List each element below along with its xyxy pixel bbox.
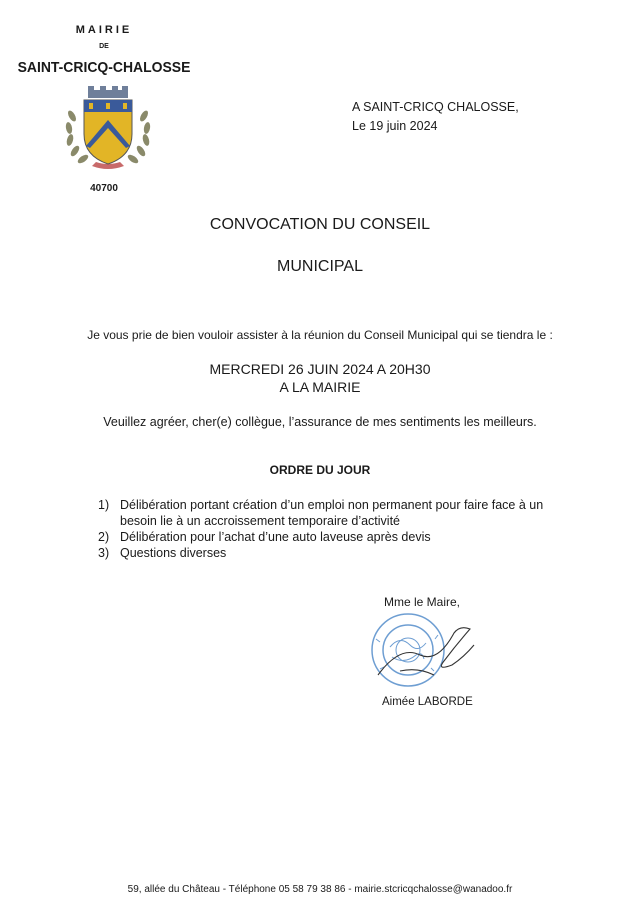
intro-paragraph: Je vous prie de bien vouloir assister à la réunion du Conseil Municipal qui se tiendra le :	[87, 328, 553, 342]
official-stamp-and-signature	[360, 605, 480, 695]
agenda-item-text: Délibération portant création d’un emploi non permanent pour faire face à un besoin lie à un accroissement temporaire d’activité	[120, 498, 544, 528]
agenda-item-text: Questions diverses	[120, 546, 227, 560]
header-de: DE	[99, 43, 109, 50]
document-title-line2: MUNICIPAL	[277, 258, 363, 275]
header-postcode: 40700	[90, 183, 118, 194]
date-line: Le 19 juin 2024	[352, 119, 438, 133]
header-mairie: MAIRIE	[75, 24, 133, 36]
place-date	[352, 98, 519, 136]
agenda-item	[98, 529, 558, 545]
agenda-item-text: Délibération pour l’achat d’une auto laveuse après devis	[120, 530, 431, 544]
place-line: A SAINT-CRICQ CHALOSSE,	[352, 100, 519, 114]
agenda-item-number: 3)	[98, 546, 110, 560]
agenda-title: ORDRE DU JOUR	[269, 463, 371, 477]
agenda-item-number: 1)	[98, 498, 110, 512]
meeting-date: MERCREDI 26 JUIN 2024 A 20H30	[209, 361, 431, 377]
agenda-list	[98, 497, 558, 561]
agenda-item-number: 2)	[98, 530, 110, 544]
signatory-title: Mme le Maire,	[384, 595, 461, 609]
meeting-location: A LA MAIRIE	[279, 379, 361, 395]
agenda-item	[98, 545, 558, 561]
closing-regards: Veuillez agréer, cher(e) collègue, l’assurance de mes sentiments les meilleurs.	[103, 415, 537, 429]
document-title-line1: CONVOCATION DU CONSEIL	[209, 216, 431, 233]
footer-contact: 59, allée du Château - Téléphone 05 58 79 38 86 - mairie.stcricqchalosse@wanadoo.fr	[127, 884, 513, 895]
signatory-name: Aimée LABORDE	[382, 696, 473, 708]
agenda-item	[98, 497, 558, 529]
coat-of-arms-logo	[62, 86, 154, 174]
header-commune: SAINT-CRICQ-CHALOSSE	[17, 59, 191, 76]
